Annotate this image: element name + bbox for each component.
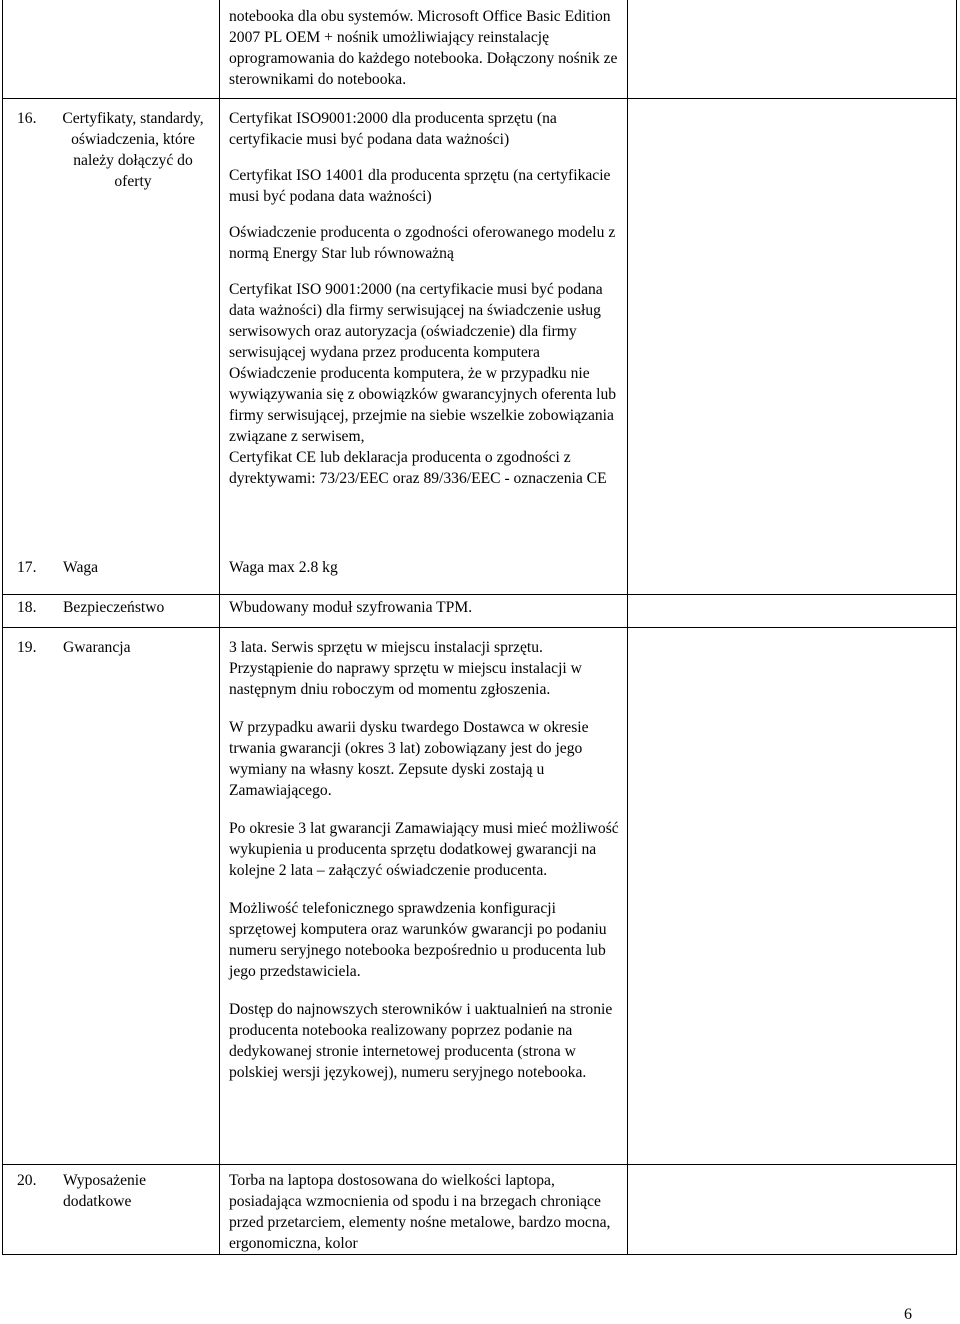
spec-cell (229, 597, 624, 618)
spec-paragraph: Możliwość telefonicznego sprawdzenia konfiguracji sprzętowej komputera oraz warunków gwarancji po podaniu numeru seryjnego notebooka bezpośrednio u producenta lub jego przedstawiciela. (229, 900, 607, 980)
row-separator (2, 1164, 957, 1165)
spec-paragraph: Oświadczenie producenta komputera, że w przypadku nie wywiązywania się z obowiązków gwarancyjnych oferenta lub firmy serwisującej, przejmie na siebie wszelkie zobowiązania związane z serwisem, (229, 365, 617, 445)
row-number: 19. (17, 639, 37, 656)
spec-paragraph: Wbudowany moduł szyfrowania TPM. (229, 599, 473, 616)
spec-paragraph: Certyfikat ISO 9001:2000 (na certyfikacie musi być podana data ważności) dla firmy serwisującej na świadczenie usług serwisowych oraz autoryzacja (oświadczenie) dla firmy serwisującej wydana przez producenta komputera (229, 281, 603, 361)
row-separator (2, 98, 957, 99)
row-label: Certyfikaty, standardy, oświadczenia, które należy dołączyć do oferty (62, 110, 204, 190)
row-label: Wyposażenie dodatkowe (63, 1172, 147, 1210)
spec-paragraph: W przypadku awarii dysku twardego Dostawca w okresie trwania gwarancji (okres 3 lat) zobowiązany jest do jego wymiany na własny koszt. Zepsute dyski zostają u Zamawiającego. (229, 719, 589, 799)
spec-paragraph: Certyfikat CE lub deklaracja producenta o zgodności z dyrektywami: 73/23/EEC oraz 89/336/EEC - oznaczenia CE (229, 449, 607, 487)
spec-cell (229, 557, 624, 578)
spec-paragraph: Oświadczenie producenta o zgodności oferowanego modelu z normą Energy Star lub równoważną (229, 224, 616, 262)
spec-paragraph: Dostęp do najnowszych sterowników i uaktualnień na stronie producenta notebooka realizowany poprzez podanie na dedykowanej stronie internetowej producenta (strona w polskiej wersji językowej), numeru seryjnego notebooka. (229, 1001, 613, 1081)
row-separator (2, 594, 957, 595)
spec-cell (229, 108, 624, 489)
spec-paragraph: Certyfikat ISO 14001 dla producenta sprzętu (na certyfikacie musi być podana data ważności) (229, 167, 611, 205)
row-number: 16. (17, 110, 37, 127)
row-label: Bezpieczeństwo (63, 599, 165, 616)
spec-paragraph: Torba na laptopa dostosowana do wielkości laptopa, posiadająca wzmocnienia od spodu i na brzegach chroniące przed przetarciem, elementy nośne metalowe, bardzo mocna, ergonomiczna, kolor (229, 1172, 611, 1252)
row-label: Gwarancja (63, 639, 131, 656)
spec-paragraph: notebooka dla obu systemów. Microsoft Office Basic Edition 2007 PL OEM + nośnik umożliwiający reinstalację oprogramowania do każdego notebooka. Dołączony nośnik ze sterownikami do notebooka. (229, 8, 618, 88)
page-number: 6 (904, 1306, 912, 1323)
spec-paragraph: Waga max 2.8 kg (229, 559, 338, 576)
spec-paragraph: Certyfikat ISO9001:2000 dla producenta sprzętu (na certyfikacie musi być podana data ważności) (229, 110, 557, 148)
row-separator (2, 627, 957, 628)
row-number: 17. (17, 559, 37, 576)
row-number: 20. (17, 1172, 37, 1189)
row-number: 18. (17, 599, 37, 616)
spec-paragraph: Po okresie 3 lat gwarancji Zamawiający musi mieć możliwość wykupienia u producenta sprzętu dodatkowej gwarancji na kolejne 2 lata – załączyć oświadczenie producenta. (229, 820, 619, 879)
spec-cell (229, 1170, 624, 1254)
spec-cell (229, 6, 624, 90)
table-bottom-border (2, 1254, 957, 1255)
spec-paragraph: 3 lata. Serwis sprzętu w miejscu instalacji sprzętu. Przystąpienie do naprawy sprzętu w miejscu instalacji w następnym dniu roboczym od momentu zgłoszenia. (229, 639, 582, 698)
row-label: Waga (63, 559, 99, 576)
spec-cell (229, 637, 624, 1083)
